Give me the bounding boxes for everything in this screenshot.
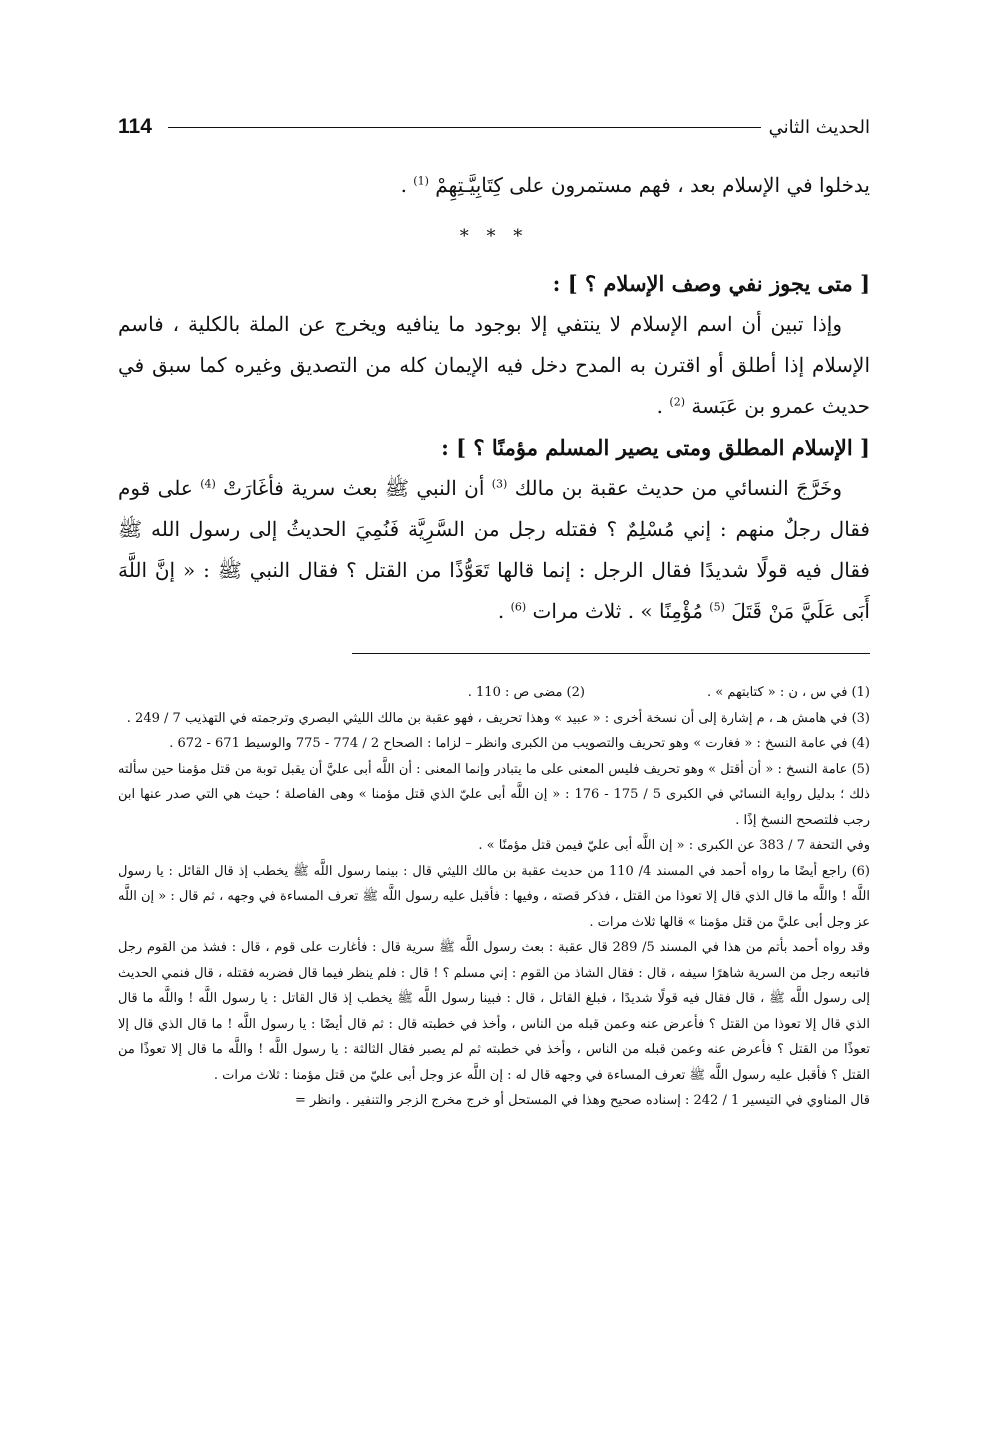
footnote-2: (2) مضى ص : 110 . (467, 685, 585, 700)
footnote-6: (6) راجع أيضًا ما رواه أحمد في المسند 4/ 110 من حديث عقبة بن مالك الليثي قال : بينما رسول اللَّه ﷺ يخطب إذ قال القائل : يا رسول اللَّه ! واللَّه ما قال الذي قال إلا تعوذا من القتل ، فذكر قصته ، وفيها : فأقبل عليه رسول اللَّه ﷺ تعرف المساءة في وجهه ، ثم قال : « إن اللَّه عز وجل أبى عليَّ من قتل مؤمنا » قالها ثلاث مرات . (118, 863, 870, 930)
main-text (118, 165, 870, 632)
text-run: مُؤْمِنًا » . ثلاث مرات (532, 599, 710, 623)
text-run: وخَرَّجَ النسائي من حديث عقبة بن مالك (514, 476, 843, 500)
text-run: يدخلوا في الإسلام بعد ، فهم مستمرون على كِتَابِيَّـتِهِمْ (435, 173, 870, 197)
running-title: الحديث الثاني (768, 116, 870, 138)
footnotes (118, 680, 870, 1114)
text-line (118, 165, 870, 206)
section-heading: [ الإسلام المطلق ومتى يصير المسلم مؤمنًا ؟ ] : (441, 435, 870, 460)
paragraph (118, 468, 870, 632)
footnote-ref[interactable]: (5) (709, 600, 725, 614)
page-number: 114 (118, 115, 152, 138)
text-run: أن النبي ﷺ بعث سرية فأغَارَتْ (223, 476, 492, 500)
text-run: . (497, 599, 511, 623)
text-run: على قوم فقال رجلٌ منهم : إني مُسْلِمٌ ؟ فقتله رجل من السَّرِيَّة فَنُمِيَ الحديثُ إلى رسول الله ﷺ فقال فيه قولًا شديدًا فقال الرجل : إنما قالها تَعَوُّذًا من القتل ؟ فقال النبي ﷺ : « إنَّ اللَّهَ أَبَى عَلَيَّ مَنْ قَتَلَ (118, 476, 870, 623)
footnote-3: (3) في هامش هـ ، م إشارة إلى أن نسخة أخرى : « عبيد » وهذا تحريف ، فهو عقبة بن مالك الليثي البصري وترجمته في التهذيب 7 / 249 . (126, 710, 870, 726)
footnote-row (118, 680, 870, 706)
footnote-ref[interactable]: (1) (413, 174, 429, 188)
footnote-ref[interactable]: (3) (491, 477, 508, 491)
footnote-5-continued: وفي التحفة 7 / 383 عن الكبرى : « إن اللَّه أبى عليّ فيمن قتل مؤمنًا » . (478, 838, 870, 853)
footnote-4: (4) في عامة النسخ : « فغارت » وهو تحريف والتصويب من الكبرى وانظر – لزاما : الصحاح 2 / 774 - 775 والوسيط 671 - 672 . (169, 736, 870, 751)
footnote-ref[interactable]: (4) (200, 477, 216, 491)
text-run: . (656, 394, 670, 418)
paragraph (118, 304, 870, 427)
footnote-5: (5) عامة النسخ : « أن أقتل » وهو تحريف فليس المعنى على ما يتبادر وإنما المعنى : أن اللَّه أبى عليَّ أن يقبل توبة من قتل مؤمنا حين سألته ذلك ؛ بدليل رواية النسائي في الكبرى 5 / 175 - 176 : « إن اللَّه أبى عليّ الذي قتل مؤمنا » وهى الفاصلة ؛ حيث هي التي صدر عنها ابن رجب فلتصحح النسخ إذًا . (118, 761, 870, 828)
page-header (118, 112, 870, 142)
text-run: . (400, 173, 414, 197)
section-divider: * * * (459, 226, 529, 247)
header-rule (168, 127, 761, 128)
footnote-ref[interactable]: (6) (510, 600, 527, 614)
footnote-ref[interactable]: (2) (669, 395, 685, 409)
footnote-6-note: قال المناوي في التيسير 1 / 242 : إسناده صحيح وهذا في المستحل أو خرج مخرج الزجر والتنفير . وانظر = (294, 1093, 870, 1108)
footnote-1: (1) في س ، ن : « كتابتهم » . (707, 685, 870, 700)
footnote-6-continued: وقد رواه أحمد بأتم من هذا في المسند 5/ 289 قال عقبة : بعث رسول اللَّه ﷺ سرية قال : فأغارت على قوم ، قال : فشذ من القوم رجل فاتبعه رجل من السرية شاهرًا سيفه ، قال : فقال الشاذ من القوم : إني مسلم ؟ ! قال : فلم ينظر فيما قال فضربه فقتله ، قال فنمي الحديث إلى رسول اللَّه ﷺ ، قال فقال فيه قولًا شديدًا ، فبلغ القاتل ، قال : فبينا رسول اللَّه ﷺ يخطب إذ قال القاتل : يا رسول اللَّه ! واللَّه ما قال الذي قال إلا تعوذا من القتل ؟ فأعرض عنه وعمن قبله من الناس ، وأخذ في خطبته قال : ثم قال أيضًا : يا رسول اللَّه ! ما قال الذي قال إلا تعوذًا من القتل ؟ فأعرض عنه وعمن قبله من الناس ، وأخذ في خطبته ثم لم يصبر فقال الثالثة : يا رسول اللَّه ! واللَّه ما قال إلا تعوذًا من القتل ؟ فأقبل عليه رسول اللَّه ﷺ تعرف المساءة في وجهه قال له : إن اللَّه عز وجل أبى عليّ من قتل مؤمنا : ثلاث مرات . (118, 940, 870, 1083)
section-heading: [ متى يجوز نفي وصف الإسلام ؟ ] : (552, 271, 870, 296)
text-run: وإذا تبين أن اسم الإسلام لا ينتفي إلا بوجود ما ينافيه ويخرج عن الملة بالكلية ، فاسم الإسلام إذا أطلق أو اقترن به المدح دخل فيه الإيمان كله من التصديق وغيره كما سبق في حديث عمرو بن عَبَسة (118, 312, 870, 418)
footnote-separator (352, 653, 870, 654)
